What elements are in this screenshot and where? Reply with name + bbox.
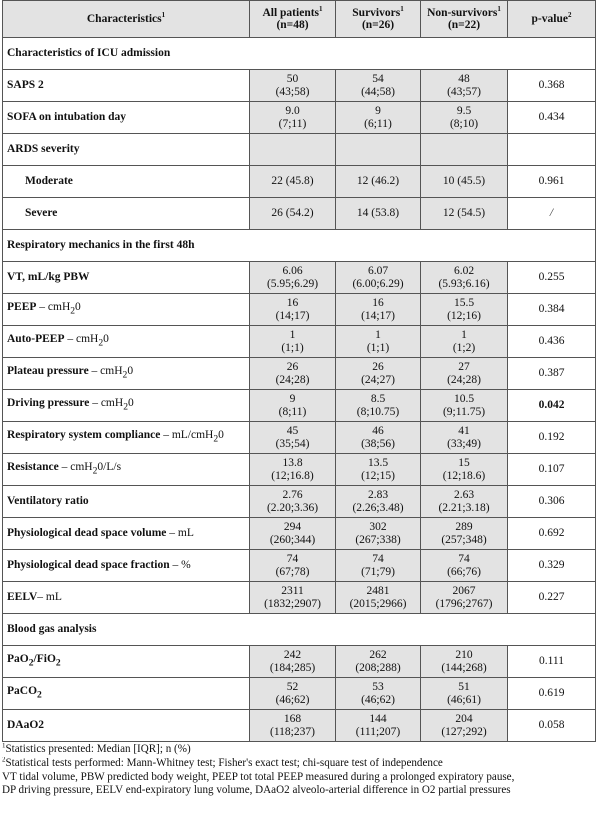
- cell-all: 1 (1;1): [250, 326, 336, 358]
- cell-all: 168 (118;237): [250, 710, 336, 742]
- cell-survivors: 54 (44;58): [336, 70, 421, 102]
- cell-survivors: 14 (53.8): [336, 198, 421, 230]
- cell-p-value: 0.692: [508, 518, 596, 550]
- col-header-non-survivors: Non-survivors$^1$ (n=22): [421, 1, 508, 38]
- cell-p-value: 0.329: [508, 550, 596, 582]
- row-label: PaO$_2$/FiO$_2$: [3, 646, 250, 678]
- cell-p-value: 0.107: [508, 454, 596, 486]
- cell-non-survivors: 210 (144;268): [421, 646, 508, 678]
- table-row-dead-space-volume: [3, 518, 596, 550]
- cell-survivors: 1 (1;1): [336, 326, 421, 358]
- cell-survivors: 46 (38;56): [336, 422, 421, 454]
- cell-non-survivors: 289 (257;348): [421, 518, 508, 550]
- header-row: [3, 1, 596, 38]
- table-row-resistance: [3, 454, 596, 486]
- cell-all: 9.0 (7;11): [250, 102, 336, 134]
- col-header-all-patients: All patients$^1$ (n=48): [250, 1, 336, 38]
- table-row-auto-peep: [3, 326, 596, 358]
- table-row-moderate: [3, 166, 596, 198]
- cell-p-value: /: [508, 198, 596, 230]
- cell-all: 50 (43;58): [250, 70, 336, 102]
- cell-survivors: 9 (6;11): [336, 102, 421, 134]
- row-label: SOFA on intubation day: [3, 102, 250, 134]
- cell-non-survivors: 48 (43;57): [421, 70, 508, 102]
- cell-survivors: 8.5 (8;10.75): [336, 390, 421, 422]
- section-row-respiratory: [3, 230, 596, 262]
- row-label: Driving pressure – cmH$_2$0: [3, 390, 250, 422]
- cell-all: [250, 134, 336, 166]
- cell-p-value: 0.042: [508, 390, 596, 422]
- cell-non-survivors: 12 (54.5): [421, 198, 508, 230]
- cell-survivors: 16 (14;17): [336, 294, 421, 326]
- table-row-paco2: [3, 678, 596, 710]
- row-label: EELV– mL: [3, 582, 250, 614]
- table-row-eelv: [3, 582, 596, 614]
- cell-all: 22 (45.8): [250, 166, 336, 198]
- cell-p-value: 0.387: [508, 358, 596, 390]
- cell-all: 26 (24;28): [250, 358, 336, 390]
- cell-p-value: 0.111: [508, 646, 596, 678]
- section-title: Characteristics of ICU admission: [3, 38, 596, 70]
- footnote-abbreviations-1: VT tidal volume, PBW predicted body weight, PEEP tot total PEEP measured during a prolonged expiratory pause,: [2, 770, 515, 783]
- cell-all: 2311 (1832;2907): [250, 582, 336, 614]
- row-label: Severe: [3, 198, 250, 230]
- table-row-severe: [3, 198, 596, 230]
- cell-non-survivors: 15.5 (12;16): [421, 294, 508, 326]
- col-header-characteristics: Characteristics$^1$: [3, 1, 250, 38]
- footnotes: [2, 742, 595, 798]
- cell-all: 52 (46;62): [250, 678, 336, 710]
- cell-survivors: 53 (46;62): [336, 678, 421, 710]
- cell-survivors: 6.07 (6.00;6.29): [336, 262, 421, 294]
- cell-all: 13.8 (12;16.8): [250, 454, 336, 486]
- row-label: Moderate: [3, 166, 250, 198]
- table-row-pao2-fio2: [3, 646, 596, 678]
- cell-p-value: 0.436: [508, 326, 596, 358]
- cell-p-value: 0.227: [508, 582, 596, 614]
- cell-non-survivors: 51 (46;61): [421, 678, 508, 710]
- cell-all: 6.06 (5.95;6.29): [250, 262, 336, 294]
- cell-p-value: 0.058: [508, 710, 596, 742]
- cell-p-value: 0.619: [508, 678, 596, 710]
- table-row-saps2: [3, 70, 596, 102]
- cell-all: 26 (54.2): [250, 198, 336, 230]
- cell-survivors: 12 (46.2): [336, 166, 421, 198]
- row-label: ARDS severity: [3, 134, 250, 166]
- cell-all: 9 (8;11): [250, 390, 336, 422]
- table-row-ards-severity: [3, 134, 596, 166]
- cell-p-value: 0.368: [508, 70, 596, 102]
- characteristics-table: [2, 0, 596, 742]
- cell-p-value: 0.192: [508, 422, 596, 454]
- cell-non-survivors: 10 (45.5): [421, 166, 508, 198]
- row-label: Plateau pressure – cmH$_2$0: [3, 358, 250, 390]
- row-label: PEEP – cmH$_2$0: [3, 294, 250, 326]
- cell-all: 74 (67;78): [250, 550, 336, 582]
- cell-non-survivors: 2067 (1796;2767): [421, 582, 508, 614]
- row-label: PaCO$_2$: [3, 678, 250, 710]
- cell-all: 242 (184;285): [250, 646, 336, 678]
- cell-all: 45 (35;54): [250, 422, 336, 454]
- cell-non-survivors: 27 (24;28): [421, 358, 508, 390]
- col-header-survivors: Survivors$^1$ (n=26): [336, 1, 421, 38]
- cell-survivors: 2481 (2015;2966): [336, 582, 421, 614]
- cell-p-value: 0.434: [508, 102, 596, 134]
- cell-non-survivors: [421, 134, 508, 166]
- cell-non-survivors: 10.5 (9;11.75): [421, 390, 508, 422]
- cell-p-value: 0.961: [508, 166, 596, 198]
- row-label: Physiological dead space volume – mL: [3, 518, 250, 550]
- cell-non-survivors: 6.02 (5.93;6.16): [421, 262, 508, 294]
- table-row-dead-space-fraction: [3, 550, 596, 582]
- cell-survivors: 26 (24;27): [336, 358, 421, 390]
- table-row-compliance: [3, 422, 596, 454]
- cell-non-survivors: 1 (1;2): [421, 326, 508, 358]
- row-label: Resistance – cmH$_2$0/L/s: [3, 454, 250, 486]
- row-label: Ventilatory ratio: [3, 486, 250, 518]
- cell-survivors: 2.83 (2.26;3.48): [336, 486, 421, 518]
- cell-survivors: 74 (71;79): [336, 550, 421, 582]
- cell-survivors: 13.5 (12;15): [336, 454, 421, 486]
- cell-p-value: [508, 134, 596, 166]
- table-row-driving-pressure: [3, 390, 596, 422]
- cell-all: 2.76 (2.20;3.36): [250, 486, 336, 518]
- section-title: Respiratory mechanics in the first 48h: [3, 230, 596, 262]
- row-label: Auto-PEEP – cmH$_2$0: [3, 326, 250, 358]
- cell-p-value: 0.384: [508, 294, 596, 326]
- cell-survivors: 144 (111;207): [336, 710, 421, 742]
- cell-non-survivors: 2.63 (2.21;3.18): [421, 486, 508, 518]
- table-row-ventilatory-ratio: [3, 486, 596, 518]
- cell-non-survivors: 9.5 (8;10): [421, 102, 508, 134]
- cell-p-value: 0.306: [508, 486, 596, 518]
- cell-non-survivors: 74 (66;76): [421, 550, 508, 582]
- cell-non-survivors: 41 (33;49): [421, 422, 508, 454]
- table-row-plateau-pressure: [3, 358, 596, 390]
- cell-survivors: 262 (208;288): [336, 646, 421, 678]
- section-row-blood-gas: [3, 614, 596, 646]
- table-row-vt: [3, 262, 596, 294]
- section-title: Blood gas analysis: [3, 614, 596, 646]
- cell-survivors: 302 (267;338): [336, 518, 421, 550]
- cell-survivors: [336, 134, 421, 166]
- footnote-abbreviations-2: DP driving pressure, EELV end-expiratory lung volume, DAaO2 alveolo-arterial difference in O2 partial pressures: [2, 784, 511, 797]
- col-header-p-value: p-value$^2$: [508, 1, 596, 38]
- row-label: SAPS 2: [3, 70, 250, 102]
- table-row-peep: [3, 294, 596, 326]
- row-label: VT, mL/kg PBW: [3, 262, 250, 294]
- cell-all: 294 (260;344): [250, 518, 336, 550]
- row-label: DAaO2: [3, 710, 250, 742]
- cell-non-survivors: 15 (12;18.6): [421, 454, 508, 486]
- cell-all: 16 (14;17): [250, 294, 336, 326]
- table-row-daao2: [3, 710, 596, 742]
- cell-non-survivors: 204 (127;292): [421, 710, 508, 742]
- row-label: Physiological dead space fraction – %: [3, 550, 250, 582]
- row-label: Respiratory system compliance – mL/cmH$_2$0: [3, 422, 250, 454]
- section-row-icu: [3, 38, 596, 70]
- footnote-2: $^2$Statistical tests performed: Mann-Whitney test; Fisher's exact test; chi-square test of independence: [2, 756, 443, 769]
- footnote-1: $^1$Statistics presented: Median [IQR]; n (%): [2, 743, 191, 755]
- table-row-sofa: [3, 102, 596, 134]
- cell-p-value: 0.255: [508, 262, 596, 294]
